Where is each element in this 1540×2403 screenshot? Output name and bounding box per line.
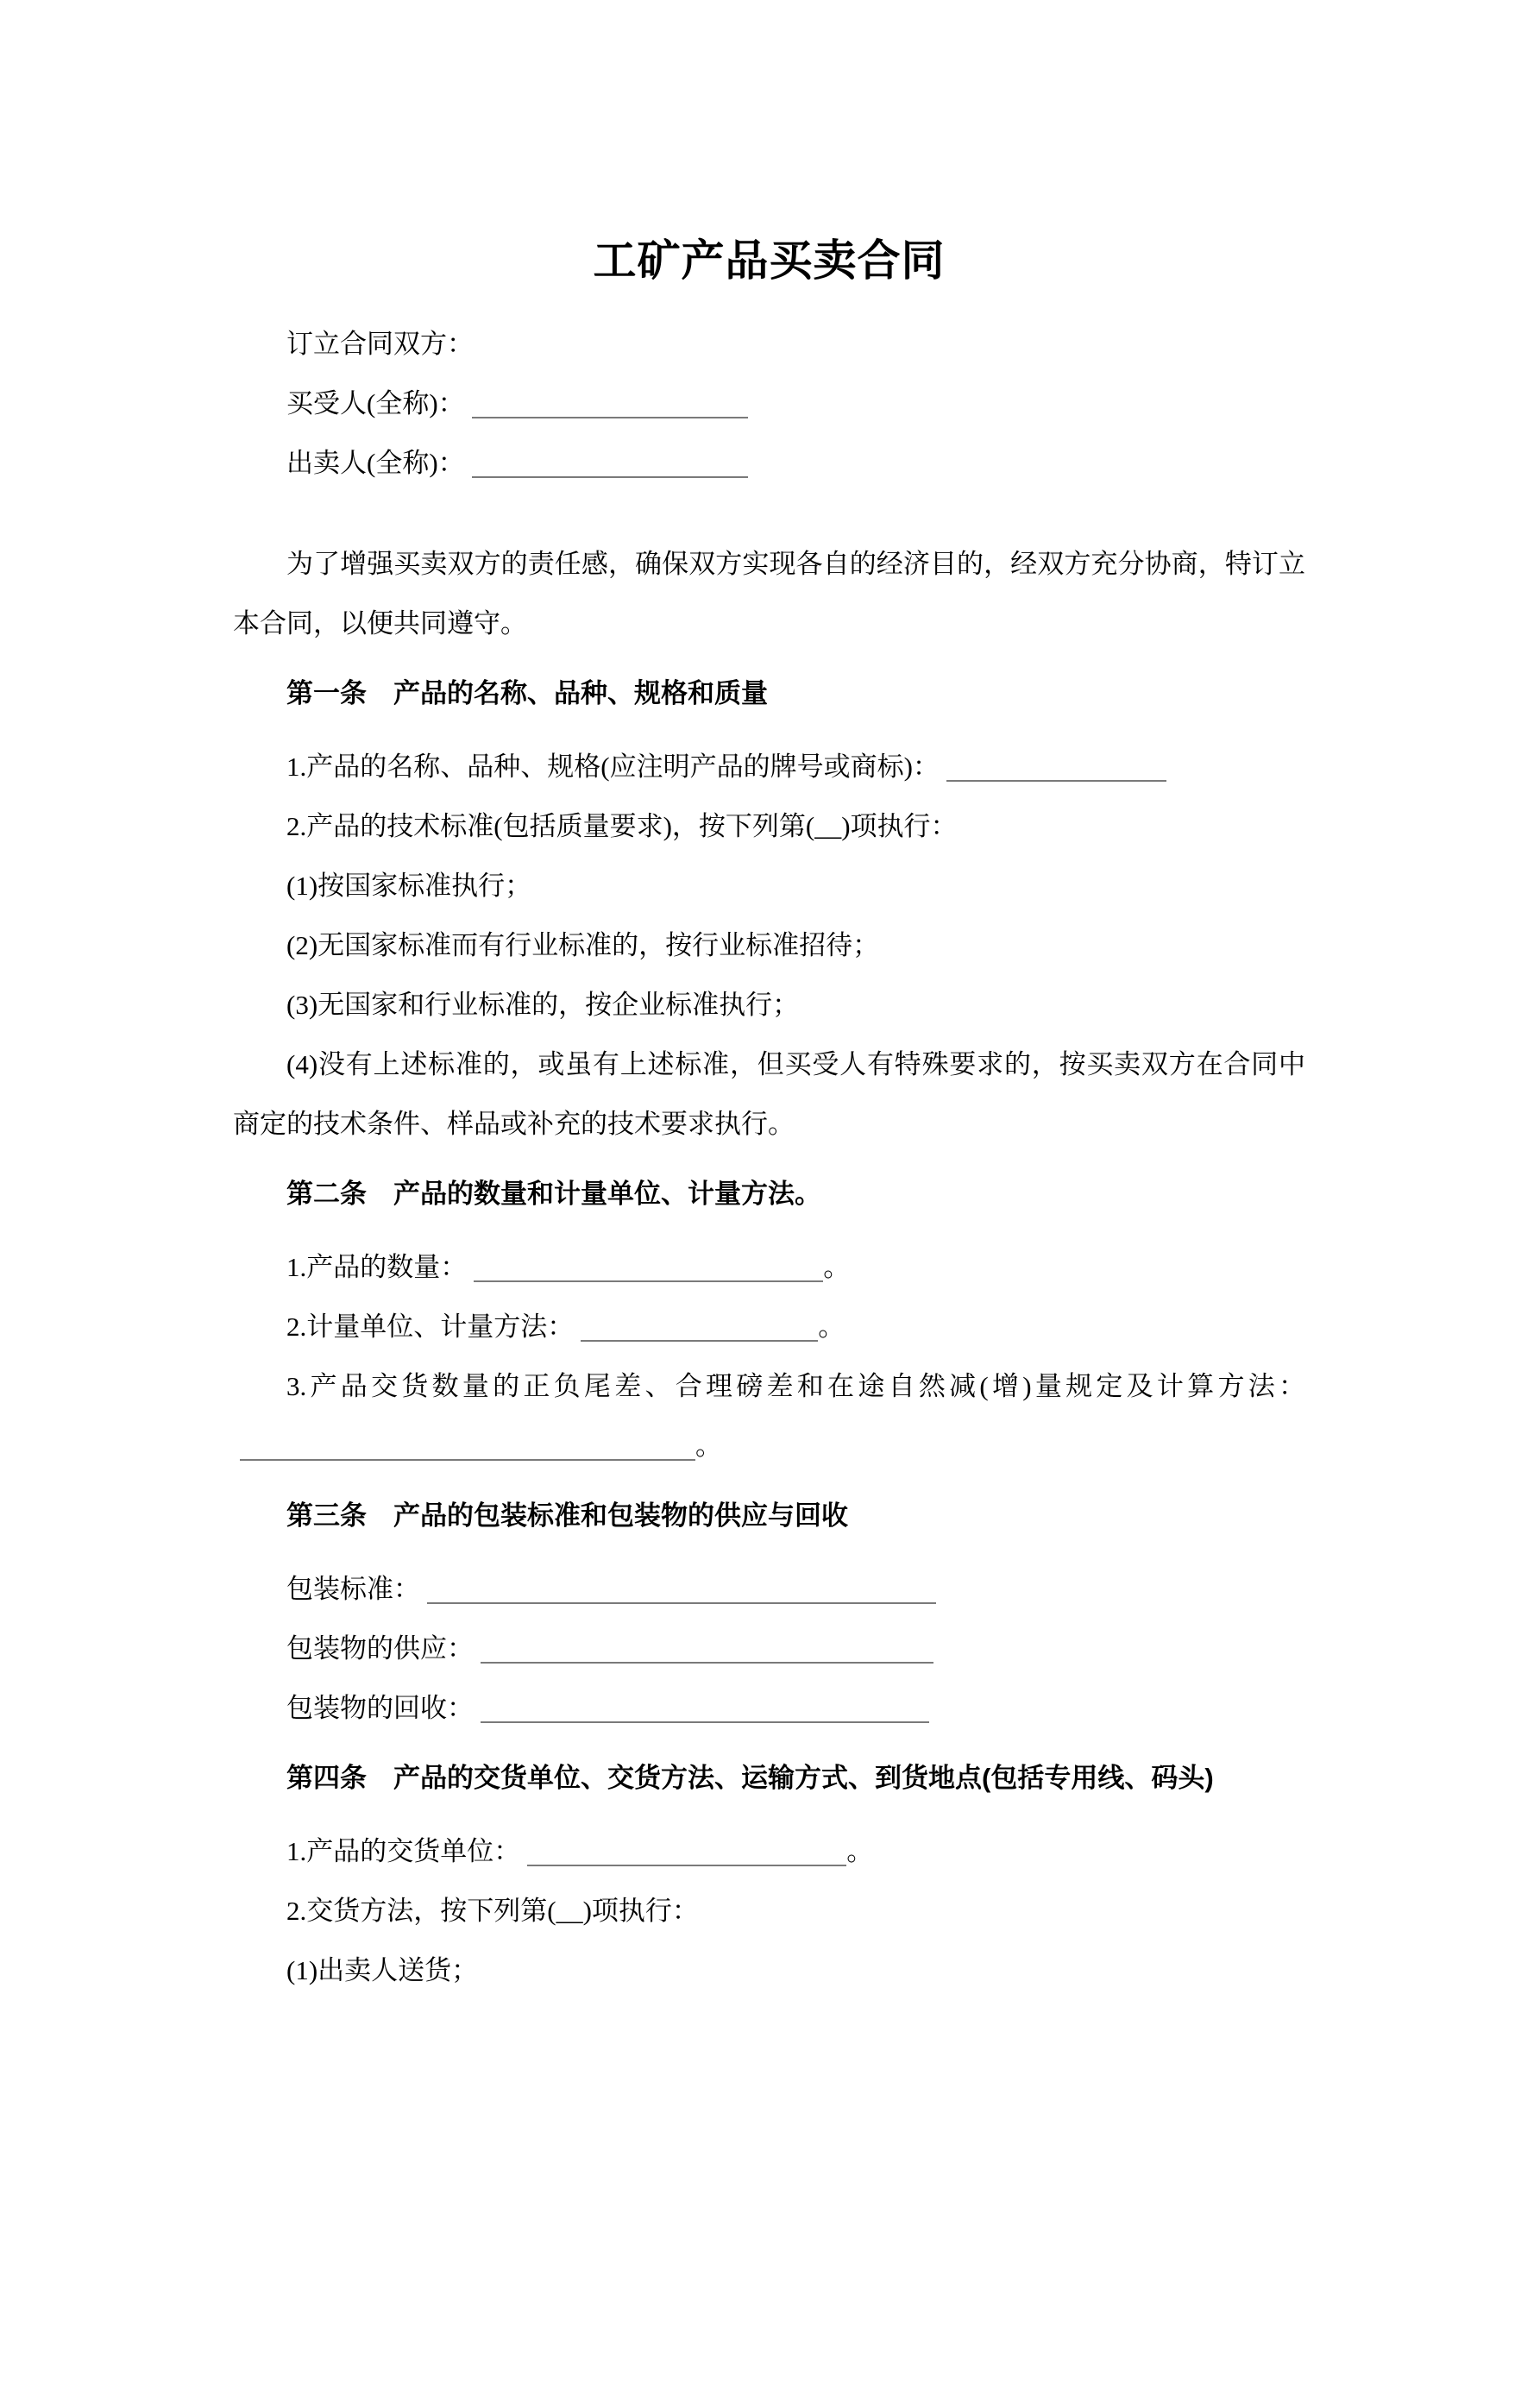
article-2-item-2-period: 。 — [818, 1312, 845, 1342]
article-3-pack-supply-text: 包装物的供应： — [286, 1633, 474, 1664]
article-4-option-1-text: (1)出卖人送货； — [286, 1955, 479, 1985]
article-2-heading — [233, 1164, 1305, 1224]
article-4-option-1 — [233, 1941, 1305, 2000]
article-2-item-3-period: 。 — [695, 1431, 722, 1461]
article-3-pack-recycle-text: 包装物的回收： — [286, 1693, 474, 1723]
article-1-option-4-text: (4)没有上述标准的，或虽有上述标准，但买受人有特殊要求的，按买卖双方在合同中商定的技术条件、样品或补充的技术要求执行。 — [233, 1049, 1305, 1139]
article-4-item-1 — [233, 1821, 1305, 1881]
article-4-item-1-text: 1.产品的交货单位： — [286, 1836, 521, 1866]
document-body — [233, 314, 1305, 2000]
document-title: 工矿产品买卖合同 — [593, 236, 946, 285]
article-1-item-1 — [233, 737, 1305, 796]
buyer-line — [233, 374, 1305, 433]
article-1-option-2 — [233, 915, 1305, 975]
seller-line-text: 出卖人(全称)： — [286, 448, 465, 478]
article-1-item-1-text: 1.产品的名称、品种、规格(应注明产品的牌号或商标)： — [286, 752, 940, 782]
article-3-pack-recycle — [233, 1678, 1305, 1738]
article-2-item-1-text: 1.产品的数量： — [286, 1252, 468, 1282]
article-2-item-1 — [233, 1237, 1305, 1297]
article-3-pack-standard — [233, 1559, 1305, 1619]
article-2-item-2 — [233, 1297, 1305, 1356]
seller-line-fill-in-blank — [472, 452, 748, 478]
article-1-item-1-fill-in-blank — [946, 756, 1166, 782]
seller-line — [233, 433, 1305, 493]
contract-page — [0, 226, 1540, 2403]
article-4-heading — [233, 1748, 1305, 1808]
article-1-option-2-text: (2)无国家标准而有行业标准的，按行业标准招待； — [286, 930, 880, 960]
article-1-option-1-text: (1)按国家标准执行； — [286, 871, 532, 901]
article-1-item-2 — [233, 796, 1305, 856]
article-3-pack-recycle-fill-in-blank — [481, 1697, 929, 1723]
article-4-heading-text: 第四条 产品的交货单位、交货方法、运输方式、到货地点(包括专用线、码头) — [286, 1763, 1214, 1793]
article-1-heading-text: 第一条 产品的名称、品种、规格和质量 — [286, 678, 768, 708]
article-3-pack-supply-fill-in-blank — [481, 1638, 933, 1664]
preamble — [233, 534, 1305, 653]
article-1-option-3 — [233, 975, 1305, 1035]
article-1-option-3-text: (3)无国家和行业标准的，按企业标准执行； — [286, 990, 800, 1020]
parties-label-text: 订立合同双方： — [286, 329, 474, 359]
parties-label — [233, 314, 1305, 374]
article-2-item-1-fill-in-blank — [474, 1256, 823, 1282]
article-1-heading — [233, 664, 1305, 723]
article-2-heading-text: 第二条 产品的数量和计量单位、计量方法。 — [286, 1179, 821, 1209]
article-2-item-2-text: 2.计量单位、计量方法： — [286, 1312, 575, 1342]
article-2-item-3 — [233, 1356, 1305, 1475]
buyer-line-text: 买受人(全称)： — [286, 388, 465, 418]
article-3-pack-standard-fill-in-blank — [427, 1578, 936, 1604]
article-4-item-2-text: 2.交货方法，按下列第(__)项执行： — [286, 1896, 699, 1926]
article-1-item-2-text: 2.产品的技术标准(包括质量要求)，按下列第(__)项执行： — [286, 811, 958, 841]
article-4-item-2 — [233, 1881, 1305, 1941]
article-3-heading-text: 第三条 产品的包装标准和包装物的供应与回收 — [286, 1500, 848, 1531]
preamble-text: 为了增强买卖双方的责任感，确保双方实现各自的经济目的，经双方充分协商，特订立本合同，以便共同遵守。 — [233, 549, 1305, 638]
article-4-item-1-period: 。 — [846, 1836, 874, 1866]
article-3-pack-standard-text: 包装标准： — [286, 1574, 420, 1604]
article-2-item-3-text: 3.产品交货数量的正负尾差、合理磅差和在途自然减(增)量规定及计算方法： — [286, 1371, 1305, 1401]
article-1-option-1 — [233, 856, 1305, 915]
buyer-line-fill-in-blank — [472, 393, 748, 418]
article-1-option-4 — [233, 1035, 1305, 1154]
article-4-item-1-fill-in-blank — [527, 1840, 846, 1866]
article-3-heading — [233, 1486, 1305, 1545]
article-3-pack-supply — [233, 1619, 1305, 1678]
article-2-item-2-fill-in-blank — [581, 1316, 818, 1342]
article-2-item-3-fill-in-blank — [240, 1435, 695, 1461]
article-2-item-1-period: 。 — [823, 1252, 851, 1282]
